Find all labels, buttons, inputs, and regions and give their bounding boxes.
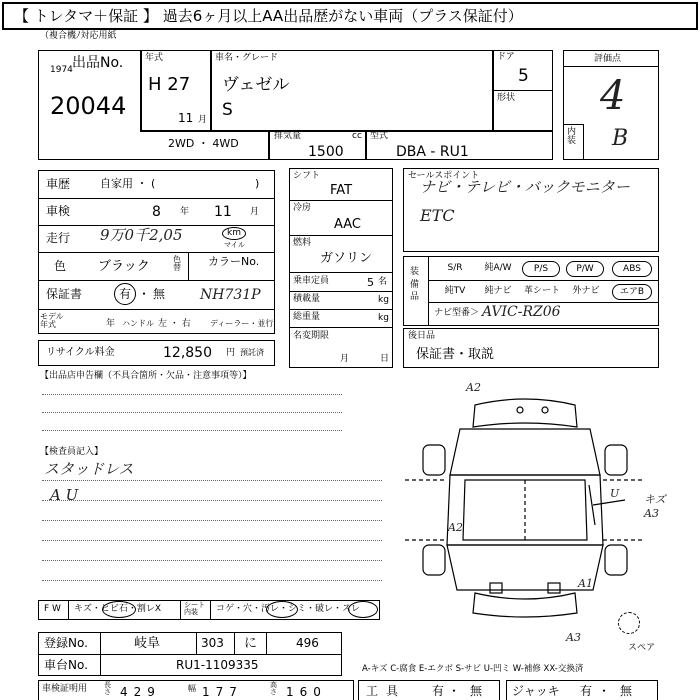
- load-unit: kg: [378, 295, 389, 305]
- jack-sep: ・: [598, 684, 611, 698]
- subheader: （複合機ﾉ対応用紙: [40, 31, 117, 41]
- handle-label: ハンドル: [122, 319, 154, 328]
- ac-label: 冷房: [293, 203, 312, 213]
- mark-right1: キズ: [644, 493, 666, 506]
- fw-items: キズ・ヒビ石・割レX: [74, 604, 161, 614]
- dims-wid-label: 幅: [188, 684, 196, 693]
- later-label: 後日品: [408, 331, 436, 341]
- color-change: 色替: [173, 255, 181, 272]
- model-grade: S: [222, 100, 233, 120]
- equip-sr: S/R: [447, 263, 463, 273]
- gross-unit: kg: [378, 313, 389, 323]
- warranty-sep: ・: [138, 287, 151, 301]
- capacity-label: 乗車定員: [293, 276, 330, 286]
- year-era: H 27: [148, 74, 191, 95]
- lot-label: 出品No.: [72, 55, 124, 71]
- inspection-label: 車検: [46, 204, 71, 218]
- sales-point-line1: ナビ・テレビ・バックモニター: [420, 178, 630, 196]
- chassis-label: 車台No.: [44, 658, 88, 672]
- later-value: 保証書・取説: [416, 347, 495, 362]
- seat-items: コゲ・穴・汚レ・シミ・破レ・スレ: [216, 604, 361, 614]
- mark-top: A2: [466, 381, 481, 394]
- grade-score: 4: [600, 73, 626, 119]
- type-value: DBA - RU1: [396, 144, 469, 160]
- color-code-label: カラーNo.: [208, 255, 260, 268]
- jack-no: 無: [620, 684, 633, 698]
- mark-bottom: A3: [566, 631, 581, 644]
- dealer-label: ディーラー・並行: [210, 319, 274, 328]
- notice-label: 【出品店申告欄（不具合箇所・欠品・注意事項等）】: [40, 371, 252, 381]
- fuel-value: ガソリン: [320, 251, 373, 266]
- spare-tire-icon: [618, 612, 640, 634]
- grade-label: 評価点: [594, 54, 622, 64]
- model-label: 車名・グレード: [215, 53, 279, 63]
- ac-value: AAC: [334, 217, 361, 232]
- equip-airbag: エアB: [612, 284, 652, 300]
- year-label: 年式: [145, 53, 164, 63]
- dims-len: 429: [120, 685, 161, 699]
- year-month: 11: [178, 111, 194, 125]
- inspector-note-2: A U: [50, 486, 79, 504]
- reg-kana: に: [244, 636, 258, 651]
- load-label: 積載量: [293, 294, 321, 304]
- dims-hei: 160: [286, 685, 327, 699]
- equip-leather: 革シート: [523, 286, 560, 296]
- year-month-unit: 月: [198, 115, 208, 125]
- color-label: 色: [54, 259, 67, 273]
- fuel-label: 燃料: [293, 238, 312, 248]
- shift-label: シフト: [293, 171, 321, 181]
- inspection-month-unit: 月: [250, 207, 260, 217]
- mileage-hand: 9万0千2,05: [100, 226, 183, 244]
- equipment-label: 装備品: [410, 267, 420, 303]
- warranty-no: 無: [153, 287, 166, 301]
- lot-sub: 1974: [50, 65, 73, 75]
- doors-label: ドア: [497, 52, 515, 62]
- inspector-label: 【検査員記入】: [40, 447, 104, 457]
- recycle-value: 12,850: [163, 345, 212, 361]
- equip-tv: 純TV: [444, 286, 466, 296]
- title-period-sub: 日: [380, 354, 390, 364]
- chassis-value: RU1-1109335: [176, 658, 259, 672]
- inspector-note-1: スタッドレス: [44, 460, 134, 478]
- inspection-year-unit: 年: [180, 207, 190, 217]
- title-period-unit: 月: [340, 354, 350, 364]
- mark-rear: U: [610, 487, 620, 500]
- model-year-unit: 年: [106, 319, 116, 329]
- equip-pw: P/W: [566, 261, 604, 277]
- tools-label: 工具: [366, 684, 407, 698]
- recycle-label: リサイクル料金: [46, 347, 115, 358]
- reg-num: 496: [296, 636, 319, 650]
- warranty-label: 保証書: [46, 287, 83, 301]
- mileage-mile: マイル: [224, 241, 245, 249]
- capacity-unit: 名: [378, 277, 388, 287]
- banner-title: 【 トレタマ＋保証 】 過去6ヶ月以上AA出品歴がない車両（プラス保証付）: [14, 7, 523, 25]
- reg-class: 303: [201, 636, 224, 650]
- legend: A-キズ C-腐食 E-エクボ S-サビ U-凹ミ W-補修 XX-交換済: [362, 664, 584, 674]
- handle-lr: 左 ・ 右: [158, 319, 191, 329]
- lot-number: 20044: [50, 92, 127, 120]
- dims-wid: 177: [202, 685, 243, 699]
- doors-value: 5: [518, 66, 529, 86]
- int-score: B: [612, 126, 629, 151]
- mileage-label: 走行: [46, 231, 71, 245]
- equip-navi: 純ナビ: [484, 286, 512, 296]
- mark-right2: A3: [644, 507, 659, 520]
- color-value: ブラック: [98, 259, 150, 274]
- model-year-label: モデル年式: [40, 312, 64, 329]
- capacity-value: 5: [367, 276, 374, 289]
- tools-sep: ・: [448, 684, 461, 698]
- model-name: ヴェゼル: [222, 75, 290, 95]
- displacement-unit: cc: [352, 131, 362, 141]
- fw-label: F W: [44, 604, 61, 614]
- title-period-label: 名変期限: [293, 331, 330, 341]
- history-value: 自家用 ・ (: [100, 177, 156, 190]
- jack-yes: 有: [580, 684, 593, 698]
- equip-ps: P/S: [522, 261, 560, 277]
- mileage-km: km: [227, 228, 241, 238]
- type-label: 型式: [370, 131, 389, 141]
- navi-model: AVIC-RZ06: [482, 304, 561, 320]
- equip-awheel: 純A/W: [484, 263, 512, 273]
- recycle-note: 預託済: [240, 348, 264, 357]
- shape-label: 形状: [497, 93, 516, 103]
- inspection-year: 8: [152, 204, 161, 220]
- sales-point-label: セールスポイント: [408, 171, 480, 181]
- jack-label: ジャッキ: [512, 684, 560, 698]
- tools-no: 無: [470, 684, 483, 698]
- shift-value: FAT: [330, 183, 353, 198]
- car-diagram: [405, 385, 645, 625]
- mark-left: A2: [448, 521, 463, 534]
- gross-label: 総重量: [293, 312, 321, 322]
- dims-hei-label: 高さ: [270, 681, 277, 696]
- spare-label: スペア: [628, 643, 656, 653]
- color-code: NH731P: [200, 287, 261, 303]
- warranty-yes: 有: [119, 287, 132, 301]
- sales-point-line2: ETC: [420, 206, 455, 225]
- int-label: 内装: [567, 127, 577, 146]
- mark-br: A1: [578, 577, 593, 590]
- inspection-month: 11: [214, 204, 232, 220]
- equip-abs: ABS: [612, 261, 652, 277]
- recycle-unit: 円: [226, 348, 236, 358]
- reg-pref: 岐阜: [134, 636, 161, 651]
- reg-label: 登録No.: [44, 636, 88, 650]
- dims-len-label: 長さ: [104, 681, 111, 696]
- displacement-value: 1500: [308, 144, 344, 160]
- displacement-label: 排気量: [274, 131, 302, 141]
- history-close: ): [255, 177, 260, 190]
- equip-extnavi: 外ナビ: [572, 286, 600, 296]
- dims-label: 車検証明用: [42, 684, 88, 694]
- seat-label: シート内装: [184, 601, 205, 616]
- drive: 2WD ・ 4WD: [168, 137, 239, 150]
- history-label: 車歴: [46, 177, 71, 191]
- navi-label: ナビ型番＞: [434, 308, 480, 318]
- tools-yes: 有: [432, 684, 445, 698]
